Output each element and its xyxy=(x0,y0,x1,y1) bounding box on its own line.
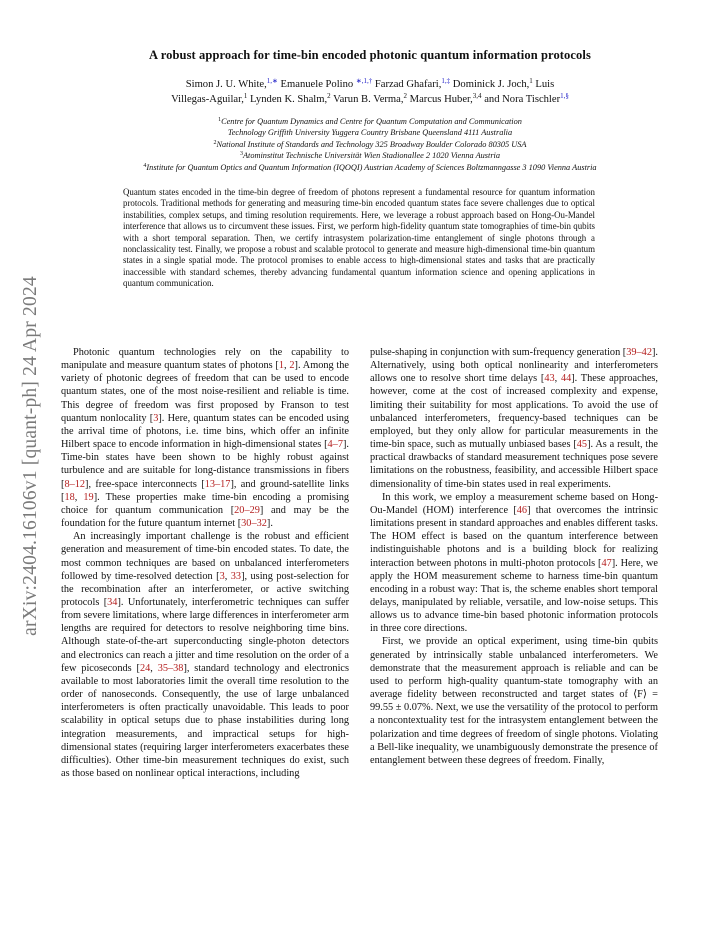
author: and Nora Tischler xyxy=(481,93,561,105)
citation-link[interactable]: 46 xyxy=(516,504,528,516)
citation-link[interactable]: 39–42 xyxy=(626,347,652,358)
author: Lynden K. Shalm, xyxy=(247,93,328,105)
author: Simon J. U. White, xyxy=(185,79,267,90)
body-text: ]. As a result, the practical drawbacks of standard measurement techniques pose severe limitations on the robustness, feasibility, and accessible Hilbert space dimensionality of time-bin states used in real experiments. xyxy=(370,439,658,490)
body-paragraph xyxy=(370,491,658,636)
citation-link[interactable]: 45 xyxy=(576,439,588,451)
body-text: , xyxy=(224,570,231,582)
author-footnote-marker[interactable]: 1,∗ xyxy=(266,77,278,85)
citation-link[interactable]: 30–32 xyxy=(241,518,267,530)
body-text: ]. Here, quantum states can be encoded using the arrival time of photons, i.e. time bins, which offer an infinite Hilbert space to encode information in high-dimensional states [ xyxy=(61,412,349,451)
author: Varun B. Verma, xyxy=(330,93,404,105)
arxiv-identifier: arXiv:2404.16106v1 [quant-ph] 24 Apr 2024 xyxy=(20,276,41,636)
body-text: ] and may be the foundation for the future quantum internet [ xyxy=(61,504,349,530)
affiliation: $^3$Atominstitut Technische Universität Wien Stadionallee 2 1020 Vienna Austria xyxy=(239,151,501,161)
arxiv-sidebar-stamp xyxy=(16,236,46,676)
body-text: ]. Among the variety of photonic degrees of freedom that can be used to encode quantum states, one of the most noise-resilient and reliable is time. This degree of freedom was first proposed by Franson to test quantum nonlocality [ xyxy=(61,360,350,424)
body-text: ], using post-selection for the recombination after an interferometer, or active switching protocols [ xyxy=(61,570,349,608)
author: Luis xyxy=(532,79,555,90)
author-footnote-marker[interactable]: ∗,1,† xyxy=(355,77,373,85)
body-text: ]. Unfortunately, interferometric techniques can suffer from severe limitations, where large differences in interferometer arm lengths are required for detectors to resolve neighboring time bins. Although state-of-the-art superconducting single-photon detectors and electronics can reach a jitter and time resolution on the order of a few picoseconds [ xyxy=(61,596,350,674)
body-text: ]. Here, we apply the HOM measurement scheme to harness time-bin quantum encoding in a robust way: That is, the scheme enables short temporal delays, manipulated by reliable, versatile, and low-noise setups. This allows us to advance time-bin based photonic information protocols in three core directions. xyxy=(370,557,658,635)
citation-link[interactable]: 43 xyxy=(544,373,555,385)
author-affiliation-marker: 1 xyxy=(529,77,533,85)
author-affiliation-marker: 3,4 xyxy=(472,91,482,100)
body-paragraph xyxy=(370,346,658,491)
citation-link[interactable]: 8–12 xyxy=(64,478,86,490)
citation-link[interactable]: 18 xyxy=(64,491,75,503)
abstract: Quantum states encoded in the time-bin degree of freedom of photons represent a fundamental resource for quantum information protocols. Traditional methods for generating and measuring time-bin encoded quantum states face severe challenges due to optical instabilities, complex setups, and timing resolution requirements. Here, we leverage a robust approach based on Hong-Ou-Mandel interference that allows us to circumvent these issues. First, we perform high-fidelity quantum state tomographies of time-bin qubits with a short temporal separation. Then, we certify intrasystem polarization-time entanglement of single photons through a nonclassicality test. Finally, we propose a robust and scalable protocol to generate and measure high-dimensional time-bin quantum states in a single spatial mode. The protocol promises to enable access to high-dimensional states and tasks that are practically inaccessible with standard schemes, thereby advancing fundamental quantum information science and opening applications in quantum communication. xyxy=(123,187,595,289)
author-footnote-marker[interactable]: 1,‡ xyxy=(441,77,451,85)
author-affiliation-marker: 2 xyxy=(403,91,408,100)
body-text: An increasingly important challenge is the robust and efficient generation and measurement of time-bin encoded states. To date, the most common techniques are based on unbalanced interferometers followed by time-resolved detection [ xyxy=(61,531,349,582)
affiliation: $^2$National Institute of Standards and Technology 325 Broadway Boulder Colorado 80305 USA xyxy=(213,139,527,149)
citation-link[interactable]: 3 xyxy=(219,570,225,582)
body-paragraph xyxy=(370,635,658,767)
citation-link[interactable]: 47 xyxy=(601,557,612,569)
body-column-right xyxy=(370,346,658,767)
body-text: ]. These properties make time-bin encoding a promising choice for quantum communication [ xyxy=(61,491,350,516)
author: Farzad Ghafari, xyxy=(372,79,442,90)
author-list xyxy=(70,78,670,107)
author: Villegas-Aguilar, xyxy=(171,93,244,105)
body-paragraph xyxy=(61,346,349,530)
author: Emanuele Polino xyxy=(277,79,356,90)
body-text: In this work, we employ a measurement scheme based on Hong-Ou-Mandel (HOM) interference [ xyxy=(370,491,658,516)
body-text: , xyxy=(284,360,290,372)
author-footnote-marker[interactable]: 1,§ xyxy=(560,91,569,100)
body-text: ] that overcomes the intrinsic limitations present in standard approaches and enables different tasks. The HOM effect is based on the quantum interference between indistinguishable photons and is a building block for realizing interaction between photons in multi-photon protocols [ xyxy=(370,504,658,569)
body-text: , xyxy=(150,662,158,674)
author: Marcus Huber, xyxy=(407,93,473,105)
citation-link[interactable]: 19 xyxy=(83,491,94,503)
citation-link[interactable]: 44 xyxy=(560,373,572,385)
citation-link[interactable]: 13–17 xyxy=(204,478,231,490)
author-affiliation-marker: 2 xyxy=(327,91,331,100)
body-column-left xyxy=(61,346,349,780)
citation-link[interactable]: 33 xyxy=(230,570,242,582)
paper-title: A robust approach for time-bin encoded photonic quantum information protocols xyxy=(149,48,591,62)
citation-link[interactable]: 24 xyxy=(139,662,151,674)
citation-link[interactable]: 20–29 xyxy=(234,504,260,516)
author-affiliation-marker: 1 xyxy=(243,91,248,100)
body-text: Photonic quantum technologies rely on the capability to manipulate and measure quantum states of photons [ xyxy=(61,347,349,372)
body-text: ], and ground-satellite links [ xyxy=(61,478,349,503)
author: Dominick J. Joch, xyxy=(450,79,530,90)
citation-link[interactable]: 34 xyxy=(107,596,118,608)
citation-link[interactable]: 1 xyxy=(278,360,285,372)
citation-link[interactable]: 35–38 xyxy=(157,662,184,674)
body-text: ]. Alternatively, using both optical nonlinearity and interferometers allows one to resolve short time delays [ xyxy=(370,347,658,385)
body-text: ]. xyxy=(266,518,273,530)
affiliation: $^1$Centre for Quantum Dynamics and Centre for Quantum Computation and Communication Technology Griffith University Yuggera Country Brisbane Queensland 4111 Australia xyxy=(218,117,522,138)
affiliation: $^4$Institute for Quantum Optics and Quantum Information (IQOQI) Austrian Academy of Sciences Boltzmanngasse 3 1090 Vienna Austria xyxy=(143,162,597,172)
citation-link[interactable]: 3 xyxy=(153,412,159,424)
body-text: , xyxy=(554,373,561,385)
body-text: ], free-space interconnects [ xyxy=(85,478,205,490)
body-text: ]. Time-bin states have been shown to be highly robust against turbulence and are suitable for long-distance transmissions in fibers [ xyxy=(61,439,349,490)
body-paragraph xyxy=(61,530,349,780)
body-text: First, we provide an optical experiment, using time-bin qubits generated by intrinsically stable unbalanced interferometers. We demonstrate that the measurement approach is reliable and can be used to perform high-quality quantum-state tomography with an average fidelity between reconstructed and target states of ⟨F⟩ = 99.55 ± 0.07%. Next, we use the versatility of the protocol to perform a noncontextuality test for the intrasystem entanglement between the polarization and time degrees of freedom of single photons. Violating a Bell-like inequality, we unambiguously demonstrate the presence of entanglement between these degrees of freedom. Finally, xyxy=(370,636,658,766)
citation-link[interactable]: 4–7 xyxy=(327,439,343,451)
body-text: ], standard technology and electronics available to most laboratories limit the overall time resolution to the order of nanoseconds. Consequently, the use of large unbalanced interferometers is often practically unavoidable. This leads to poor scalability in optical setups due to phase instabilities during long integration measurements, and impractical setups for high-dimensional states (requiring larger interferometers exacerbates these difficulties). Other time-bin measurement techniques do exist, such as those based on nonlinear optical interactions, including xyxy=(61,662,350,779)
body-text: pulse-shaping in conjunction with sum-frequency generation [ xyxy=(370,347,627,358)
body-text: ]. These approaches, however, come at the cost of increased complexity and expense, limiting their suitability for most applications. To avoid the use of unbalanced interferometers, frequency-based techniques can be employed, but they only allow for particular measurements in the time-bin space, such as mutually unbiased bases [ xyxy=(370,373,659,451)
citation-link[interactable]: 2 xyxy=(289,360,295,372)
affiliation-list xyxy=(40,116,700,173)
body-text: , xyxy=(74,491,84,503)
